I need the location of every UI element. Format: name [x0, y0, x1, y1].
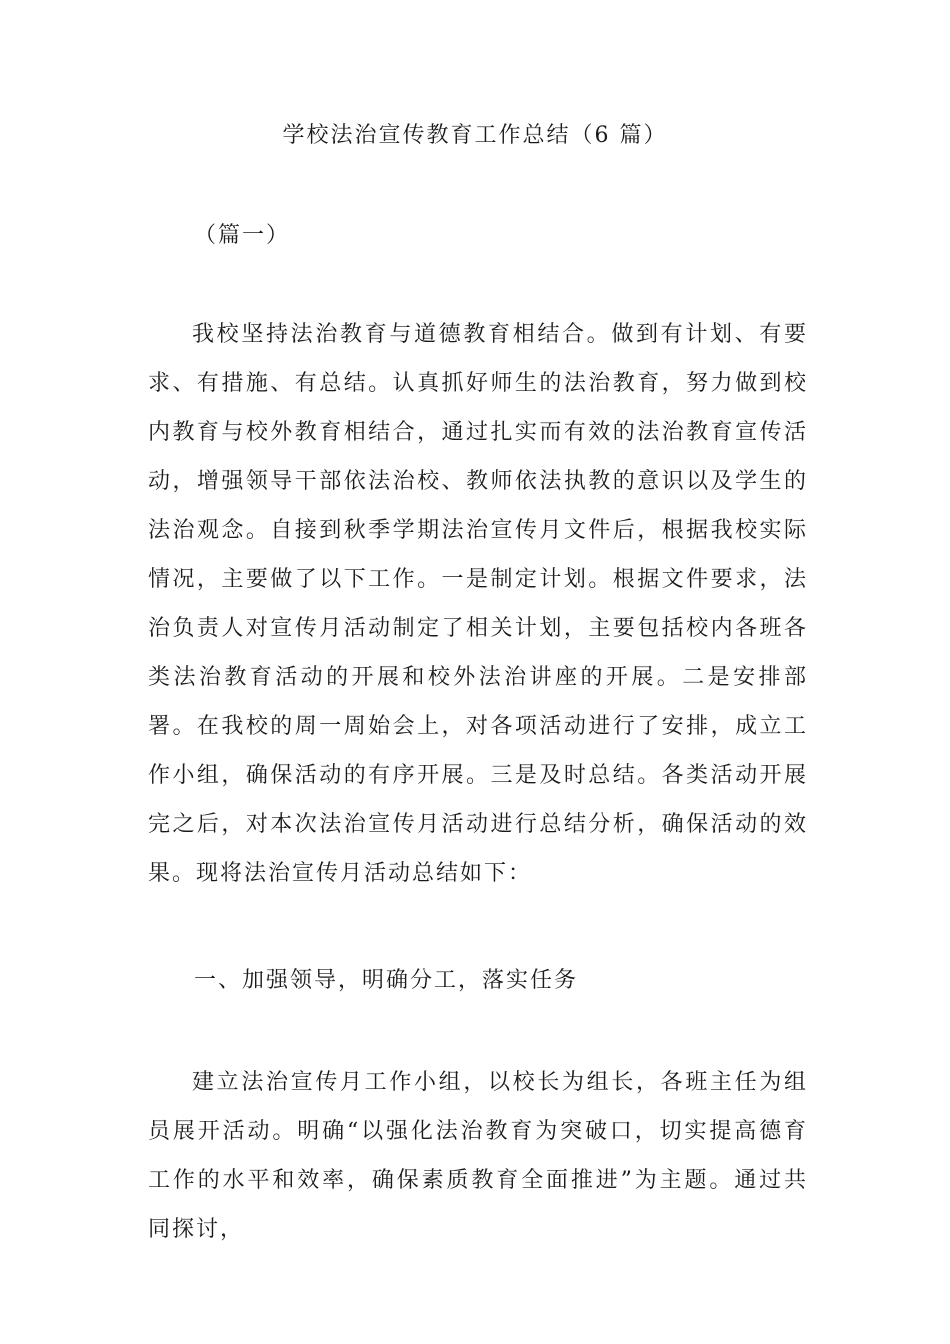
section-heading-1: 一、加强领导，明确分工，落实任务	[194, 968, 579, 993]
body-paragraph-2: 建立法治宣传月工作小组，以校长为组长，各班主任为组员展开活动。明确“以强化法治教育为突破口，切实提高德育工作的水平和效率，确保素质教育全面推进”为主题。通过共同探讨，	[148, 1070, 808, 1242]
body-paragraph-1: 我校坚持法治教育与道德教育相结合。做到有计划、有要求、有措施、有总结。认真抓好师生的法治教育，努力做到校内教育与校外教育相结合，通过扎实而有效的法治教育宣传活动，增强领导干部依法治校、教师依法执教的意识以及学生的法治观念。自接到秋季学期法治宣传月文件后，根据我校实际情况，主要做了以下工作。一是制定计划。根据文件要求，法治负责人对宣传月活动制定了相关计划，主要包括校内各班各类法治教育活动的开展和校外法治讲座的开展。二是安排部署。在我校的周一周始会上，对各项活动进行了安排，成立工作小组，确保活动的有序开展。三是及时总结。各类活动开展完之后，对本次法治宣传月活动进行总结分析，确保活动的效果。现将法治宣传月活动总结如下：	[148, 322, 808, 886]
document-title: 学校法治宣传教育工作总结（6 篇）	[282, 123, 668, 148]
section-label: （篇一）	[194, 223, 291, 248]
